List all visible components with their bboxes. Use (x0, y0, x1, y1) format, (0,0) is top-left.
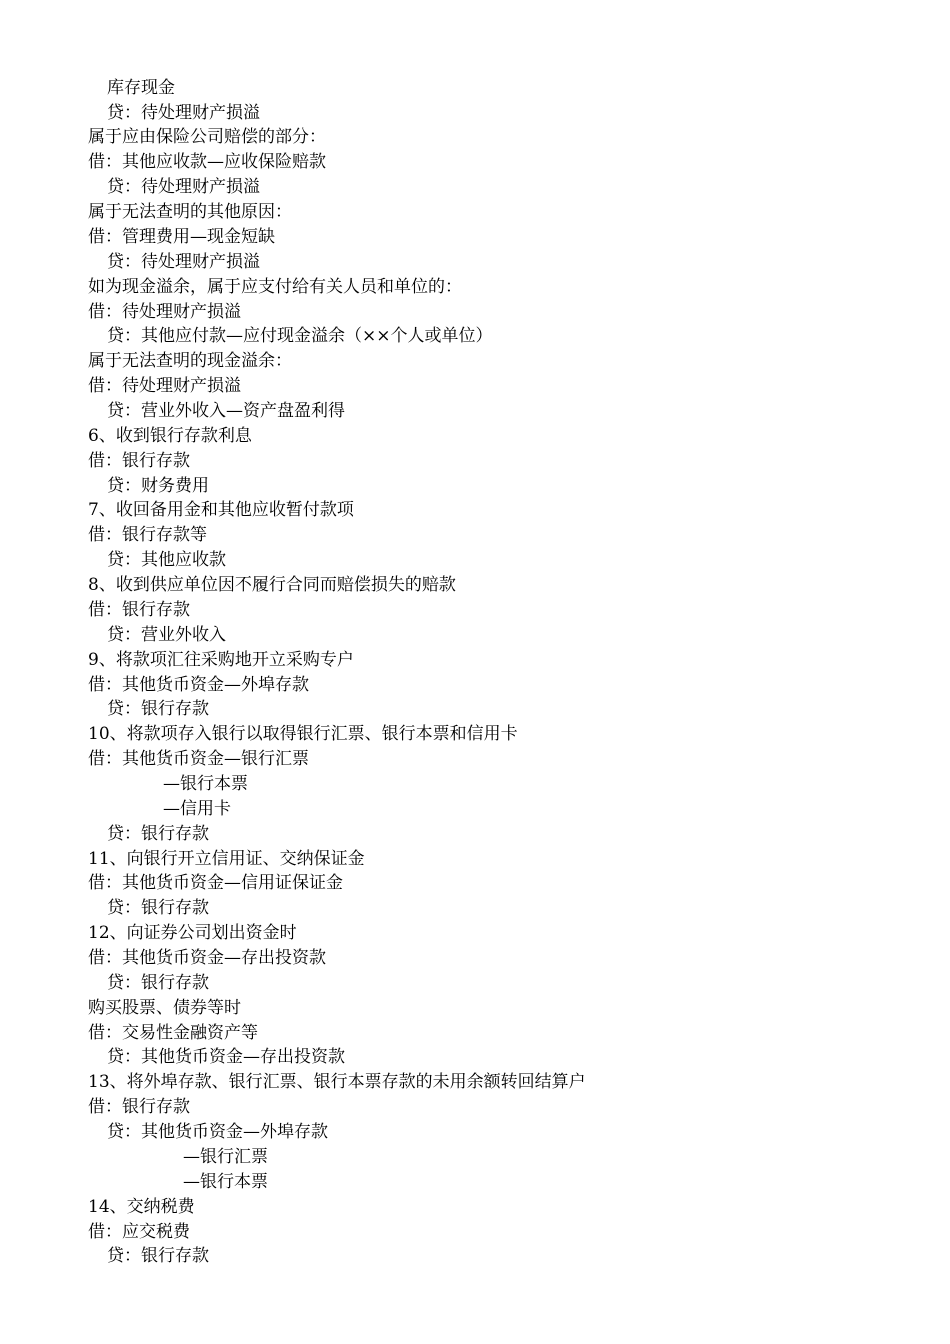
text-line: 借：银行存款 (88, 1097, 190, 1117)
text-line: 借：待处理财产损溢 (88, 376, 241, 396)
text-line: 借：应交税费 (88, 1222, 190, 1242)
text-line: 属于无法查明的其他原因： (88, 202, 292, 222)
text-line: 贷：待处理财产损溢 (107, 252, 260, 272)
text-line: —银行本票 (183, 1172, 268, 1192)
text-line: 借：其他货币资金—信用证保证金 (88, 873, 343, 893)
text-line: 如为现金溢余，属于应支付给有关人员和单位的： (88, 277, 462, 297)
text-line: 属于无法查明的现金溢余： (88, 351, 292, 371)
text-line: 12、向证券公司划出资金时 (88, 923, 297, 943)
text-line: 贷：其他应收款 (107, 550, 226, 570)
text-line: 11、向银行开立信用证、交纳保证金 (88, 849, 365, 869)
text-line: 借：银行存款 (88, 451, 190, 471)
text-line: 贷：其他货币资金—外埠存款 (107, 1122, 328, 1142)
text-line: 14、交纳税费 (88, 1197, 195, 1217)
text-line: 10、将款项存入银行以取得银行汇票、银行本票和信用卡 (88, 724, 518, 744)
text-line: 贷：营业外收入—资产盘盈利得 (107, 401, 345, 421)
text-line: 贷：财务费用 (107, 476, 209, 496)
text-line: 库存现金 (107, 78, 175, 98)
text-line: 6、收到银行存款利息 (88, 426, 252, 446)
text-line: —银行汇票 (183, 1147, 268, 1167)
text-line: —银行本票 (163, 774, 248, 794)
text-line: 借：其他货币资金—外埠存款 (88, 675, 309, 695)
text-line: 借：其他货币资金—存出投资款 (88, 948, 326, 968)
text-line: 借：银行存款等 (88, 525, 207, 545)
text-line: 贷：其他应付款—应付现金溢余（××个人或单位） (107, 326, 493, 346)
text-line: 购买股票、债券等时 (88, 998, 241, 1018)
text-line: 贷：待处理财产损溢 (107, 103, 260, 123)
text-line: 贷：其他货币资金—存出投资款 (107, 1047, 345, 1067)
text-line: —信用卡 (163, 799, 231, 819)
text-line: 借：待处理财产损溢 (88, 302, 241, 322)
text-line: 8、收到供应单位因不履行合同而赔偿损失的赔款 (88, 575, 456, 595)
text-line: 贷：银行存款 (107, 973, 209, 993)
text-line: 13、将外埠存款、银行汇票、银行本票存款的未用余额转回结算户 (88, 1072, 586, 1092)
text-line: 借：其他应收款—应收保险赔款 (88, 152, 326, 172)
text-line: 借：银行存款 (88, 600, 190, 620)
text-line: 贷：银行存款 (107, 1246, 209, 1266)
text-line: 7、收回备用金和其他应收暂付款项 (88, 500, 354, 520)
text-line: 贷：待处理财产损溢 (107, 177, 260, 197)
text-line: 借：交易性金融资产等 (88, 1023, 258, 1043)
text-line: 借：管理费用—现金短缺 (88, 227, 275, 247)
text-line: 贷：银行存款 (107, 824, 209, 844)
text-line: 贷：银行存款 (107, 699, 209, 719)
text-line: 属于应由保险公司赔偿的部分： (88, 127, 326, 147)
text-line: 借：其他货币资金—银行汇票 (88, 749, 309, 769)
text-line: 贷：银行存款 (107, 898, 209, 918)
text-line: 9、将款项汇往采购地开立采购专户 (88, 650, 354, 670)
text-line: 贷：营业外收入 (107, 625, 226, 645)
